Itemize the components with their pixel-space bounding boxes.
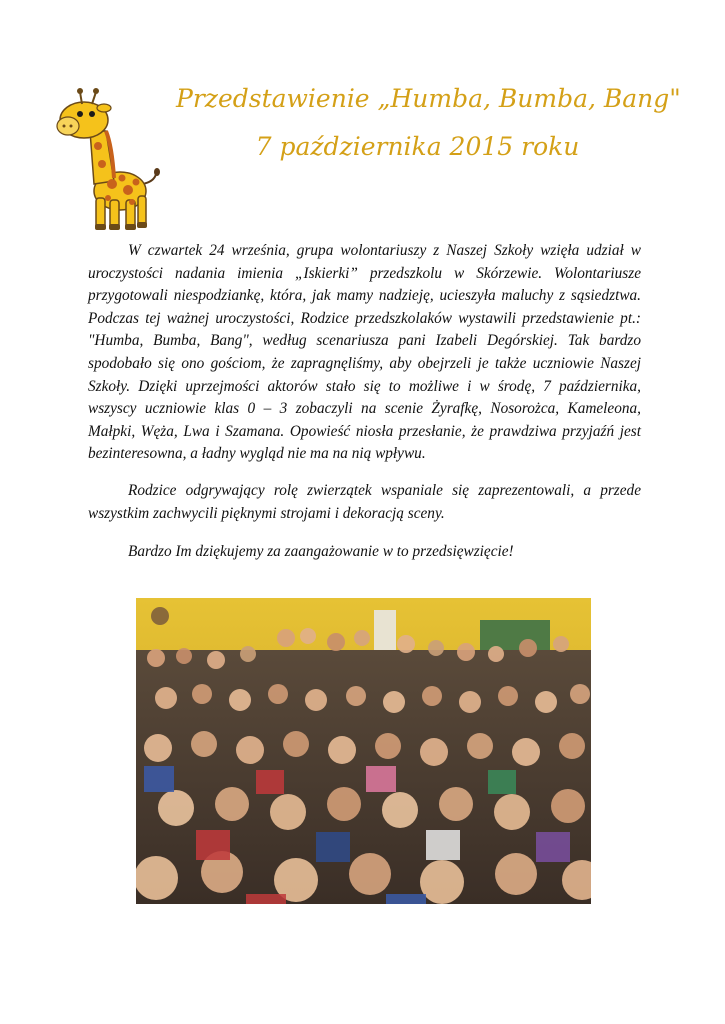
photo-image xyxy=(136,598,591,904)
giraffe-icon xyxy=(50,86,165,234)
paragraph-1: W czwartek 24 września, grupa wolontariuszy z Naszej Szkoły wzięła udział w uroczystości nadania imienia „Iskierki” przedszkolu w Skórzewie. Wolontariusze przygotowali niespodziankę, która, jak mamy nadzieję, ucieszyła maluchy z sąsiedztwa. Podczas tej ważnej uroczystości, Rodzice przedszkolaków wystawili przedstawienie pt.: "Humba, Bumba, Bang", według scenariusza pani Izabeli Degórskiej. Tak bardzo spodobało się ono gościom, że zapragnęliśmy, aby obejrzeli je także uczniowie Naszej Szkoły. Dzięki uprzejmości aktorów stało się to możliwe i w środę, 7 października, wszyscy uczniowie klas 0 – 3 zobaczyli na scenie Żyrafkę, Nosorożca, Kameleona, Małpki, Węża, Lwa i Szamana. Opowieść niosła przesłanie, że prawdziwa przyjaźń jest bezinteresowna, a ładny wygląd nie ma na nią wpływu. xyxy=(88,242,641,463)
giraffe-illustration xyxy=(50,86,165,234)
document-title: Przedstawienie „Humba, Bumba, Bang" xyxy=(176,84,681,113)
document-date: 7 października 2015 roku xyxy=(255,132,580,161)
article-body xyxy=(88,240,641,578)
title-block xyxy=(170,82,681,164)
paragraph-3: Bardzo Im dziękujemy za zaangażowanie w to przedsięwzięcie! xyxy=(128,543,514,561)
audience-photo xyxy=(136,598,591,904)
paragraph-2: Rodzice odgrywający rolę zwierzątek wspaniale się zaprezentowali, a przede wszystkim zachwycili pięknymi strojami i dekoracją sceny. xyxy=(88,481,641,522)
